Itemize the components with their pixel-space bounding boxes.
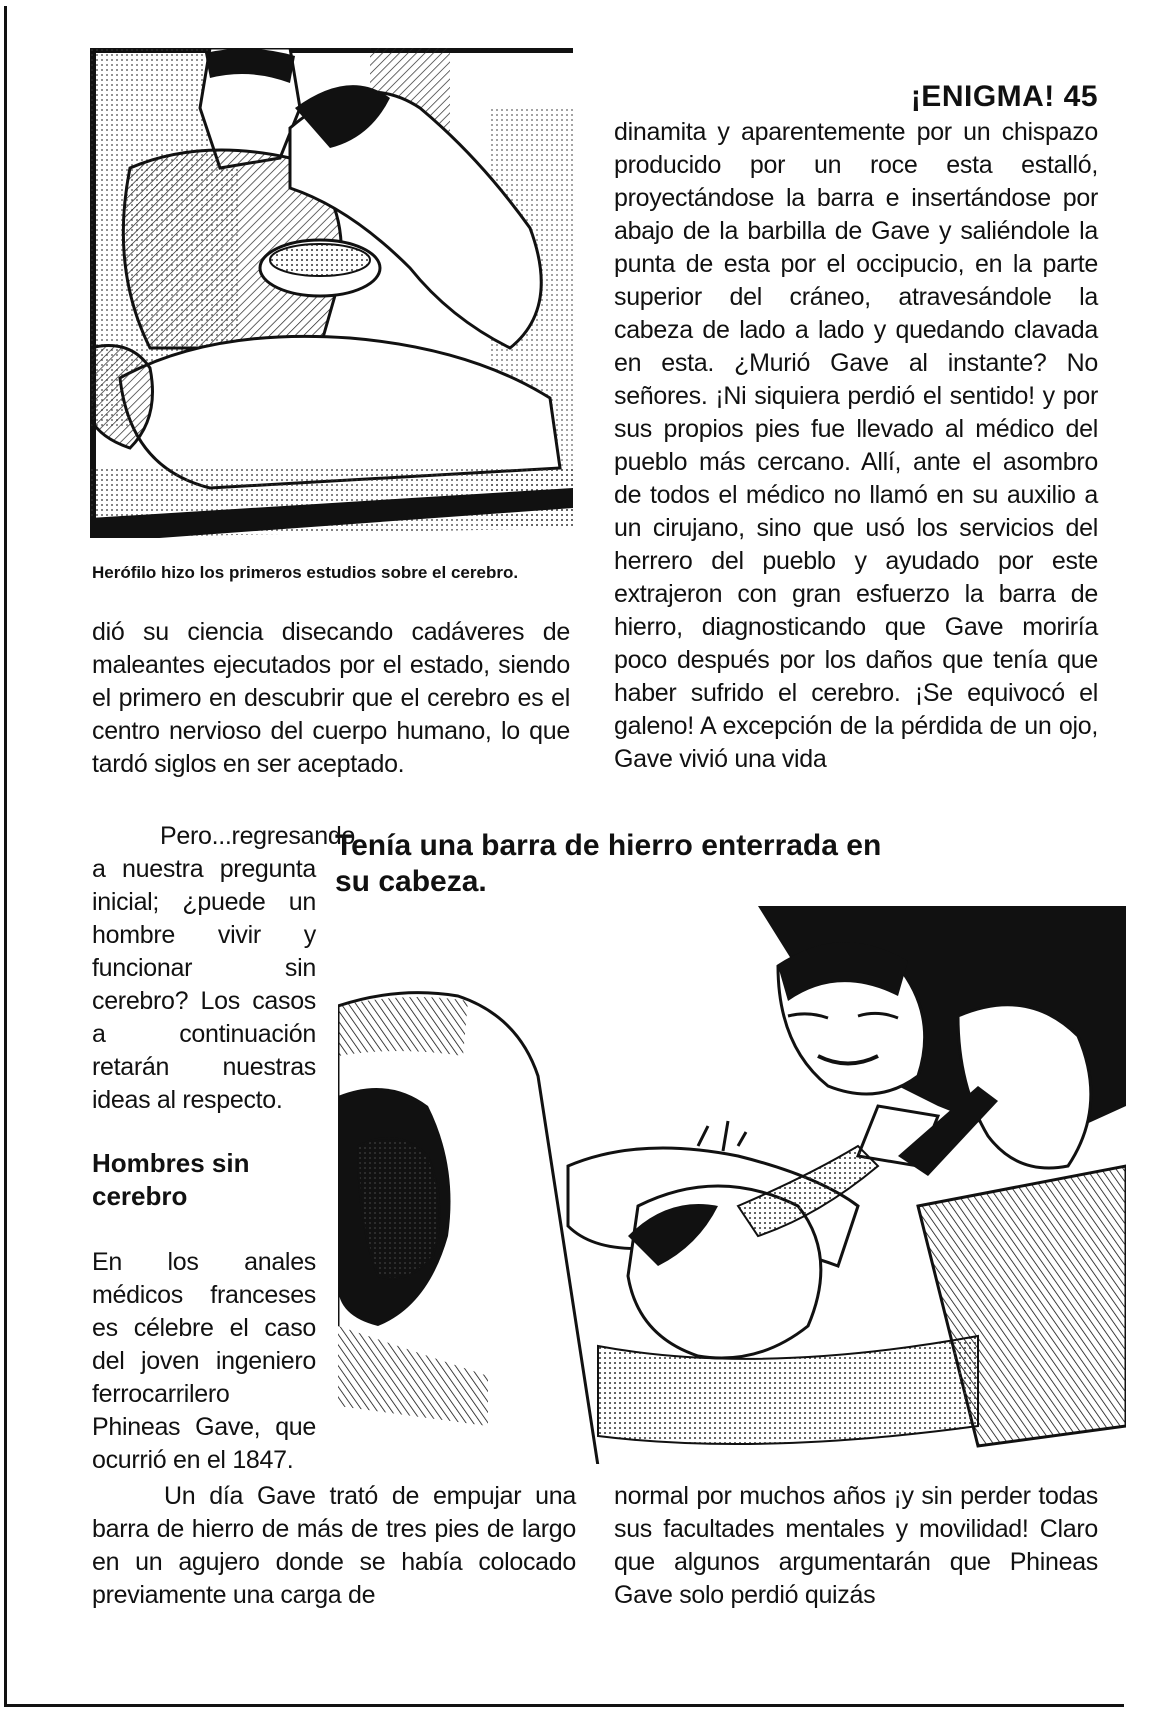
page-border-bottom (4, 1704, 1124, 1707)
bottom-left-text (92, 1480, 576, 1612)
pull-quote: Tenía una barra de hierro enterrada en su cabeza. (335, 829, 882, 898)
page-header: ¡ENIGMA! 45 (910, 80, 1098, 113)
illustration-gave-surgery-drawing (338, 906, 1126, 1464)
bottom-right-paragraph: normal por muchos años ¡y sin perder todas sus facultades mentales y movilidad! Claro que algunos argumentarán que Phineas Gave solo perdió quizás (614, 1482, 1098, 1609)
bottom-left-paragraph: Un día Gave trató de empujar una barra de hierro de más de tres pies de largo en un agujero donde se había colocado previamente una carga de (92, 1482, 576, 1609)
bottom-right-text (614, 1480, 1098, 1612)
section-heading: Hombres sin cerebro (92, 1148, 250, 1211)
section-paragraph: En los anales médicos franceses es célebre el caso del joven ingeniero ferrocarrilero Phineas Gave, que ocurrió en el 1847. (92, 1248, 316, 1474)
illustration-gave-surgery (338, 906, 1126, 1464)
right-column-paragraph: dinamita y aparentemente por un chispazo producido por un roce esta estalló, proyectándose la barra e insertándose por abajo de la barbilla de Gave y saliéndole la punta de esta por el occipucio, en la parte superior del cráneo, atravesándole la cabeza de lado a lado y quedando clavada en esta. ¿Murió Gave al instante? No señores. ¡Ni siquiera perdió el sentido! y por sus propios pies fue llevado al médico del pueblo más cercano. Allí, ante el asombro de todos el médico no llamó en su auxilio a un cirujano, sino que usó los servicios del herrero del pueblo y ayudado por este extrajeron con gran esfuerzo la barra de hierro, diagnosticando que Gave moriría poco después por los daños que tenía que haber sufrido el cerebro. ¡Se equivocó el galeno! A excepción de la pérdida de un ojo, Gave vivió una vida (614, 118, 1098, 773)
figure-caption: Herófilo hizo los primeros estudios sobre el cerebro. (92, 563, 519, 582)
illustration-herophilus (90, 48, 573, 555)
section-text (92, 1246, 316, 1477)
narrow-column-paragraph: Pero...regresando a nuestra pregunta inicial; ¿puede un hombre vivir y funcionar sin cerebro? Los casos a continuación retarán nuestras ideas al respecto. (92, 822, 356, 1114)
illustration-herophilus-drawing (90, 48, 573, 555)
left-column-top-text (92, 616, 570, 781)
page-border-left (4, 6, 7, 1706)
right-column-top-text (614, 116, 1098, 776)
left-column-paragraph: dió su ciencia disecando cadáveres de maleantes ejecutados por el estado, siendo el primero en descubrir que el cerebro es el centro nervioso del cuerpo humano, lo que tardó siglos en ser aceptado. (92, 618, 570, 778)
narrow-column-text (92, 820, 356, 1117)
